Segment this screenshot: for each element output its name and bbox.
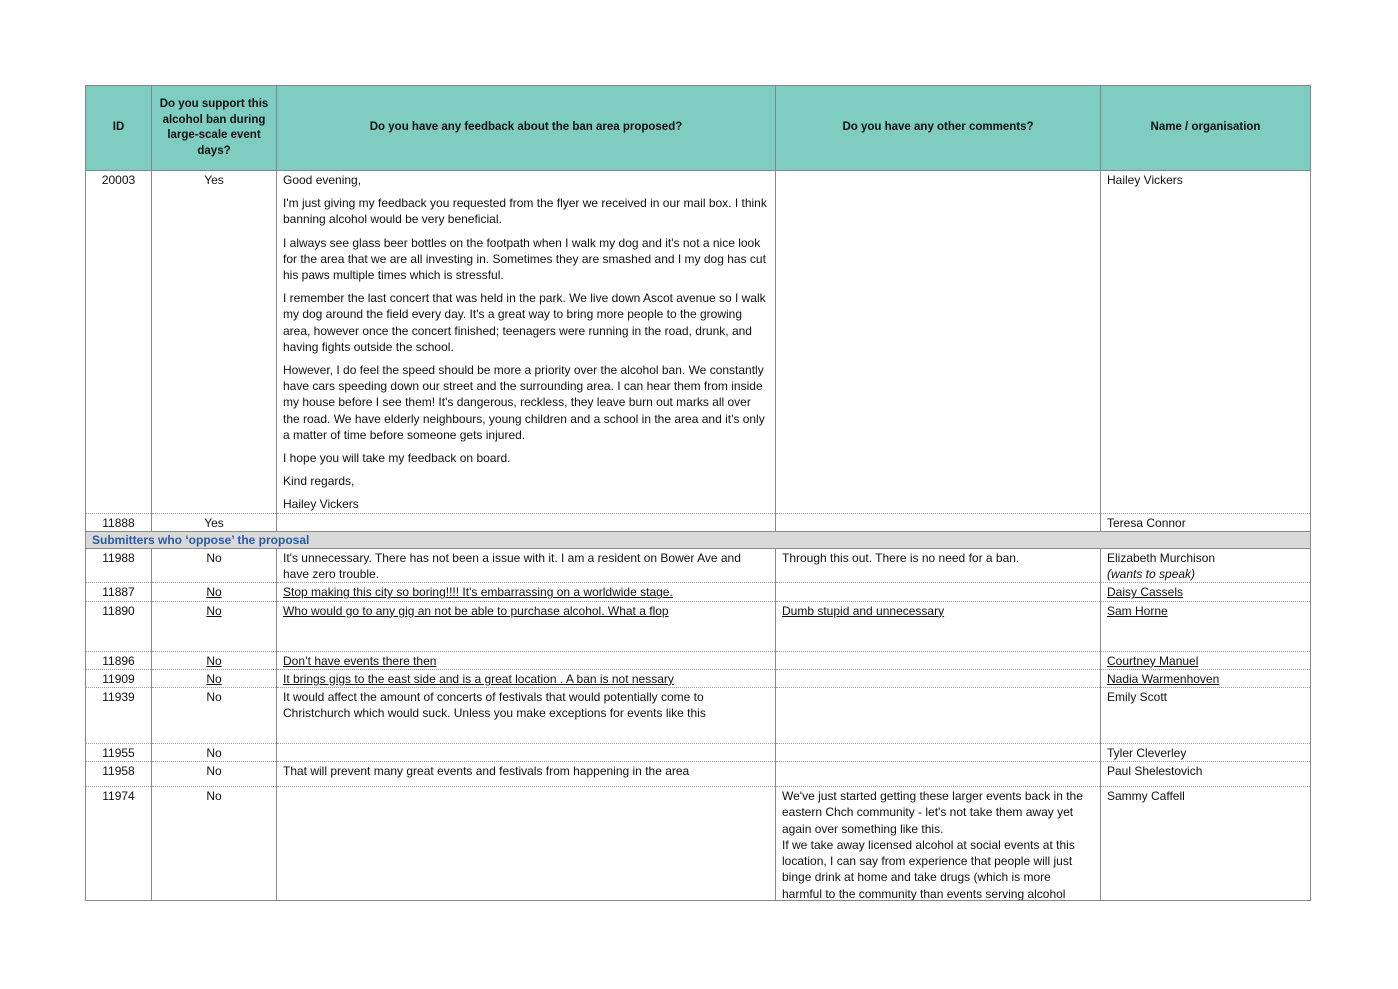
table-row — [86, 601, 1311, 651]
cell-comments — [776, 762, 1101, 787]
cell-name — [1101, 549, 1311, 583]
cell-comments — [776, 651, 1101, 669]
cell-id: 11955 — [86, 744, 152, 762]
cell-feedback: That will prevent many great events and festivals from happening in the area — [277, 762, 776, 787]
cell-comments: Through this out. There is no need for a ban. — [776, 549, 1101, 583]
table-row — [86, 688, 1311, 744]
cell-name: Teresa Connor — [1101, 513, 1311, 531]
cell-name: Hailey Vickers — [1101, 171, 1311, 514]
cell-support: No — [152, 651, 277, 669]
cell-name: Paul Shelestovich — [1101, 762, 1311, 787]
table-row — [86, 583, 1311, 601]
cell-comments — [776, 171, 1101, 514]
cell-id: 11888 — [86, 513, 152, 531]
table-row — [86, 651, 1311, 669]
cell-name: Courtney Manuel — [1101, 651, 1311, 669]
feedback-paragraph: Good evening, — [283, 173, 362, 187]
cell-feedback — [277, 513, 776, 531]
cell-name: Sam Horne — [1101, 601, 1311, 651]
cell-id: 11939 — [86, 688, 152, 744]
cell-comments — [776, 744, 1101, 762]
submitter-name: Elizabeth Murchison — [1107, 551, 1216, 566]
cell-support: No — [152, 744, 277, 762]
feedback-paragraph: I always see glass beer bottles on the footpath when I walk my dog and it's not a nice look for the area that we are all investing in. Sometimes they are smashed and I my dog has cut his paws multiple times which is stressful. — [283, 235, 766, 283]
cell-feedback: Don’t have events there then — [277, 651, 776, 669]
feedback-paragraph: I remember the last concert that was held in the park. We live down Ascot avenue so I walk my dog around the field every day. It's a great way to bring more people to the growing area, however once the concert finished; teenagers were running in the road, drunk, and having fights outside the school. — [283, 291, 766, 354]
cell-feedback — [277, 744, 776, 762]
cell-feedback: It's unnecessary. There has not been a issue with it. I am a resident on Bower Ave and have zero trouble. — [277, 549, 776, 583]
cell-comments — [776, 669, 1101, 687]
cell-support: No — [152, 549, 277, 583]
submissions-table-container — [85, 85, 1310, 901]
comment-paragraph: If we take away licensed alcohol at social events at this location, I can say from experience that people will just binge drink at home and take drugs (which is more harmful to the community than events serving alcohol — [782, 837, 1075, 901]
section-header-row — [86, 531, 1311, 548]
submissions-table — [85, 85, 1311, 901]
table-row — [86, 549, 1311, 583]
cell-id: 11974 — [86, 787, 152, 901]
cell-name: Emily Scott — [1101, 688, 1311, 744]
cell-comments — [776, 583, 1101, 601]
cell-support: No — [152, 688, 277, 744]
table-row — [86, 762, 1311, 787]
cell-name: Sammy Caffell — [1101, 787, 1311, 901]
cell-feedback — [277, 171, 776, 514]
cell-id: 11958 — [86, 762, 152, 787]
cell-support: No — [152, 787, 277, 901]
cell-id: 11909 — [86, 669, 152, 687]
header-id: ID — [86, 86, 152, 171]
cell-support: No — [152, 762, 277, 787]
feedback-paragraph: Hailey Vickers — [283, 497, 359, 512]
feedback-paragraph: However, I do feel the speed should be more a priority over the alcohol ban. We constantly have cars speeding down our street and the surrounding area. I can hear them from inside my house before I see them! It's dangerous, reckless, they leave burn out marks all over the road. We have elderly neighbours, young children and a school in the area and it's only a matter of time before someone gets injured. — [283, 363, 765, 442]
cell-id: 20003 — [86, 171, 152, 514]
comments-clip — [782, 788, 1094, 900]
cell-feedback: Stop making this city so boring!!!! It's embarrassing on a worldwide stage. — [277, 583, 776, 601]
cell-feedback — [277, 787, 776, 901]
section-title: Submitters who ‘oppose’ the proposal — [86, 531, 1311, 548]
comment-paragraph: We've just started getting these larger events back in the eastern Chch community - let's not take them away yet again over something like this. — [782, 789, 1083, 836]
cell-comments: Dumb stupid and unnecessary — [776, 601, 1101, 651]
feedback-paragraph: Kind regards, — [283, 474, 355, 489]
cell-feedback: It brings gigs to the east side and is a great location . A ban is not nessary — [277, 669, 776, 687]
cell-id: 11988 — [86, 549, 152, 583]
cell-feedback: Who would go to any gig an not be able to purchase alcohol. What a flop — [277, 601, 776, 651]
table-row — [86, 669, 1311, 687]
header-support: Do you support this alcohol ban during large-scale event days? — [152, 86, 277, 171]
header-name: Name / organisation — [1101, 86, 1311, 171]
cell-support: No — [152, 669, 277, 687]
speak-note: (wants to speak) — [1107, 567, 1196, 582]
cell-feedback: It would affect the amount of concerts of festivals that would potentially come to Christchurch which would suck. Unless you make exceptions for events like this — [277, 688, 776, 744]
cell-support: No — [152, 583, 277, 601]
cell-id: 11887 — [86, 583, 152, 601]
table-row — [86, 171, 1311, 514]
cell-comments — [776, 688, 1101, 744]
cell-name: Tyler Cleverley — [1101, 744, 1311, 762]
cell-name: Daisy Cassels — [1101, 583, 1311, 601]
cell-id: 11890 — [86, 601, 152, 651]
header-feedback: Do you have any feedback about the ban area proposed? — [277, 86, 776, 171]
cell-id: 11896 — [86, 651, 152, 669]
cell-comments — [776, 513, 1101, 531]
header-row — [86, 86, 1311, 171]
cell-support: Yes — [152, 513, 277, 531]
feedback-paragraph: I'm just giving my feedback you requested from the flyer we received in our mail box. I think banning alcohol would be very beneficial. — [283, 196, 767, 227]
cell-support: Yes — [152, 171, 277, 514]
cell-name: Nadia Warmenhoven — [1101, 669, 1311, 687]
table-row — [86, 787, 1311, 901]
cell-comments — [776, 787, 1101, 901]
table-row — [86, 513, 1311, 531]
header-comments: Do you have any other comments? — [776, 86, 1101, 171]
feedback-paragraph: I hope you will take my feedback on board. — [283, 451, 511, 466]
cell-support: No — [152, 601, 277, 651]
table-row — [86, 744, 1311, 762]
